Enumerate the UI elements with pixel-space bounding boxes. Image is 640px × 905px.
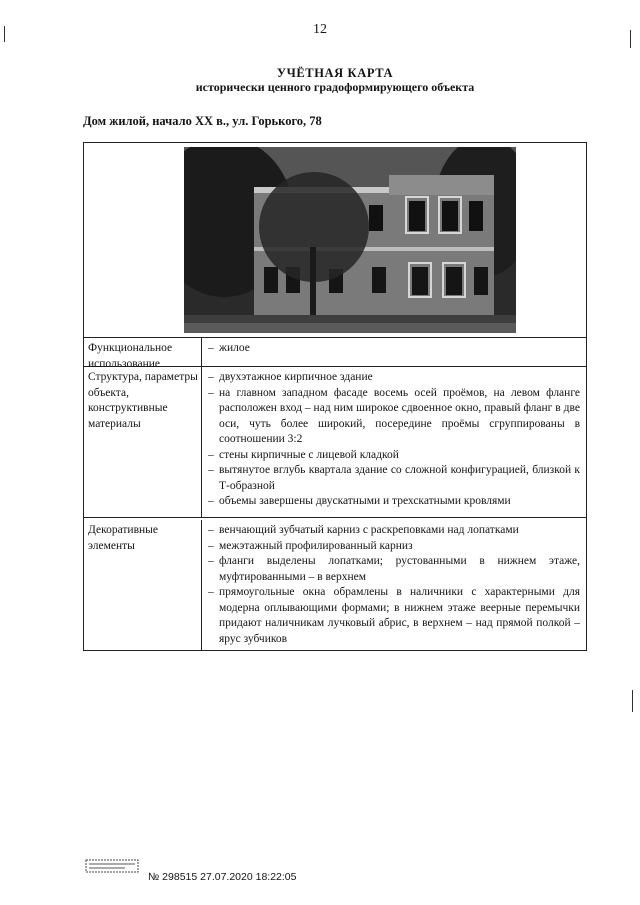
building-photo — [184, 147, 516, 333]
scan-mark — [630, 30, 631, 48]
list-item: – вытянутое вглубь квартала здание со сложной конфигурацией, близкой к Т-образной — [208, 463, 580, 494]
content-functional-use — [202, 338, 586, 366]
list-item: – венчающий зубчатый карниз с раскреповками над лопатками — [208, 523, 580, 539]
list-item: – на главном западном фасаде восемь осей проёмов, на левом фланге расположен вход – над ним широкое сдвоенное окно, правый фланг в две оси, чуть более широкий, посередине проёмы сгруппированы в соотношении 3:2 — [208, 386, 580, 448]
registration-card-table — [83, 142, 587, 651]
page-number: 12 — [313, 22, 327, 37]
photo-cell — [84, 143, 586, 338]
list-item: – двухэтажное кирпичное здание — [208, 370, 580, 386]
list-item: – межэтажный профилированный карниз — [208, 539, 580, 555]
row-decorative-elements — [84, 518, 586, 650]
content-structure — [202, 367, 586, 517]
list-item: – жилое — [208, 341, 580, 357]
label-structure: Структура, параметры объекта, конструктивные материалы — [84, 367, 202, 517]
label-decorative-elements: Декоративные элементы — [84, 520, 202, 650]
scan-mark — [632, 690, 633, 712]
list-item: – стены кирпичные с лицевой кладкой — [208, 448, 580, 464]
list-item: – объемы завершены двускатными и трехскатными кровлями — [208, 494, 580, 510]
row-functional-use — [84, 338, 586, 370]
list-item: – прямоугольные окна обрамлены в наличники с характерными для модерна оплывающими формами; в нижнем этаже веерные перемычки придают наличникам лучковый абрис, в верхнем – над прямой полкой – ярус зубчиков — [208, 585, 580, 647]
card-title: УЧЁТНАЯ КАРТА — [276, 66, 394, 80]
object-title: Дом жилой, начало XX в., ул. Горького, 78 — [83, 114, 322, 128]
registration-stamp-icon — [85, 858, 139, 874]
document-registration-code: № 298515 27.07.2020 18:22:05 — [148, 871, 297, 883]
row-structure — [84, 367, 586, 518]
list-item: – фланги выделены лопатками; рустованными в нижнем этаже, муфтированными – в верхнем — [208, 554, 580, 585]
content-decorative-elements — [202, 520, 586, 650]
card-subtitle: исторически ценного градоформирующего объекта — [195, 80, 475, 94]
scan-mark — [4, 26, 5, 42]
label-functional-use: Функциональное использование — [84, 338, 202, 366]
